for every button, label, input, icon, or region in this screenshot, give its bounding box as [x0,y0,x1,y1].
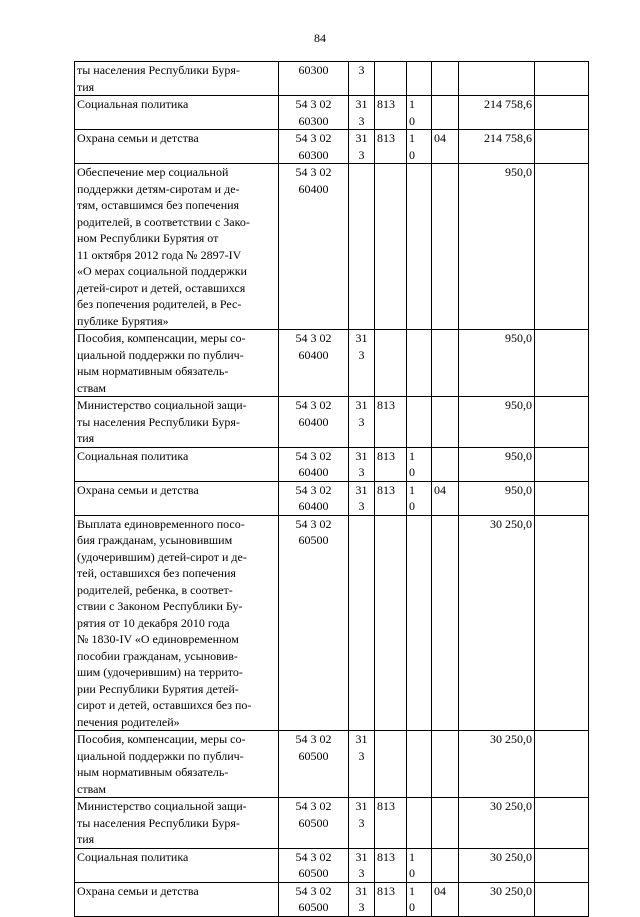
row-col-b-cell [375,515,407,731]
row-code-cell [279,798,349,849]
row-last-cell [535,515,589,731]
cell-line: 1 [409,482,415,497]
cell-line: бия гражданам, усыновившим [77,533,233,547]
cell-line: циальной поддержки по публич- [77,748,244,763]
cell-line: 0 [409,499,415,513]
cell-line: 0 [409,900,415,914]
cell-line: тия [77,431,95,445]
row-last-cell [535,330,589,397]
row-sum-cell [459,62,535,96]
cell-line: Пособия, компенсации, меры со- [77,732,246,746]
cell-line: ты населения Республики Буря- [77,414,240,429]
row-last-cell [535,447,589,481]
row-last-cell [535,798,589,849]
cell-line: поддержки детям-сиротам и де- [77,181,240,196]
cell-line: 3 [358,499,365,513]
cell-line: 54 3 02 [295,398,332,412]
cell-line: ным нормативным обязатель- [77,765,229,779]
row-sum-cell: 950,0 [459,164,535,330]
row-col-c-cell [407,96,432,130]
cell-line: 3 [358,815,365,830]
cell-line: 0 [409,465,415,479]
row-col-c-cell [407,731,432,798]
cell-line: шим (удочерившим) на террито- [77,665,243,679]
cell-line: публике Бурятия» [77,313,169,328]
cell-line: 31 [355,398,368,412]
row-col-b-cell: 813 [375,481,407,515]
cell-line: 54 3 02 [295,732,332,746]
table-row [75,397,589,448]
cell-line: 60500 [298,815,329,830]
cell-line: 60400 [298,499,329,513]
table-row [75,848,589,882]
cell-line: 3 [358,113,365,128]
row-col-d-cell [432,515,459,731]
cell-line: 3 [358,866,365,880]
cell-line: Социальная политика [77,849,189,864]
row-col-d-cell [432,164,459,330]
cell-line [409,164,429,181]
row-sum-cell: 950,0 [459,397,535,448]
row-col-a-cell [349,481,375,515]
cell-line: 60500 [298,748,329,763]
row-last-cell [535,130,589,164]
row-col-a-cell [349,882,375,916]
table-row [75,330,589,397]
row-col-b-cell: 813 [375,397,407,448]
table-row [75,731,589,798]
cell-line: ным нормативным обязатель- [77,364,229,378]
row-sum-cell: 950,0 [459,481,535,515]
row-name-cell [75,447,279,481]
cell-line: 31 [355,131,368,145]
cell-line: ствам [77,781,106,796]
row-name-cell [75,397,279,448]
table-row [75,882,589,916]
cell-line: Социальная политика [77,448,189,463]
cell-line: тей, оставшихся без попечения [77,566,236,580]
row-sum-cell: 30 250,0 [459,882,535,916]
cell-line: 54 3 02 [295,331,332,345]
cell-line: 60300 [298,63,329,77]
row-sum-cell: 30 250,0 [459,731,535,798]
cell-line: 0 [409,866,415,880]
row-last-cell [535,164,589,330]
cell-line: родителей, ребенка, в соответ- [77,582,233,597]
row-code-cell [279,62,349,96]
cell-line: Социальная политика [77,97,189,111]
row-col-b-cell [375,62,407,96]
cell-line: рии Республики Бурятия детей- [77,681,239,696]
cell-line: ты населения Республики Буря- [77,63,240,77]
cell-line: 1 [409,849,415,864]
cell-line: тям, оставшимся без попечения [77,198,240,212]
cell-line: детей-сирот и детей, оставшихся [77,280,246,295]
cell-line: тия [77,79,95,94]
row-code-cell [279,96,349,130]
row-col-d-cell [432,96,459,130]
row-name-cell [75,481,279,515]
row-col-c-cell [407,397,432,448]
table-row [75,164,589,330]
row-col-c-cell [407,447,432,481]
cell-line: ном Республики Бурятия от [77,231,219,245]
row-name-cell [75,848,279,882]
row-col-b-cell [375,164,407,330]
row-col-a-cell [349,515,375,731]
cell-line: 54 3 02 [295,799,332,813]
row-col-a-cell [349,731,375,798]
cell-line: 60400 [298,181,329,196]
cell-line: Охрана семьи и детства [77,131,199,145]
table-row [75,96,589,130]
row-name-cell [75,330,279,397]
cell-line: рятия от 10 декабря 2010 года [77,615,230,630]
table-row [75,481,589,515]
cell-line: 1 [409,131,415,145]
row-code-cell [279,130,349,164]
cell-line: 3 [358,748,365,763]
cell-line: 1 [409,883,415,898]
cell-line: 3 [358,465,365,479]
row-col-a-cell [349,130,375,164]
row-col-d-cell [432,397,459,448]
row-col-a-cell [349,848,375,882]
row-col-d-cell [432,330,459,397]
row-col-d-cell [432,731,459,798]
cell-line: 60500 [298,900,329,914]
row-sum-cell: 30 250,0 [459,515,535,731]
row-col-d-cell [432,848,459,882]
row-col-b-cell: 813 [375,96,407,130]
cell-line: Министерство социальной защи- [77,398,247,412]
row-col-b-cell: 813 [375,798,407,849]
cell-line: Выплата единовременного посо- [77,516,245,531]
cell-line: 54 3 02 [295,165,332,179]
cell-line: тия [77,832,95,846]
cell-line [409,798,429,815]
cell-line: 3 [358,347,365,362]
row-name-cell [75,798,279,849]
cell-line: 54 3 02 [295,849,332,864]
cell-line: ты населения Республики Буря- [77,815,240,830]
cell-line [409,731,429,748]
cell-line: Обеспечение мер социальной [77,165,229,179]
cell-line [351,516,372,533]
cell-line: без попечения родителей, в Рес- [77,297,242,311]
row-col-c-cell [407,164,432,330]
row-code-cell [279,397,349,448]
cell-line: 0 [409,113,415,128]
cell-line [409,62,429,79]
row-col-a-cell [349,447,375,481]
row-last-cell [535,62,589,96]
cell-line: ствам [77,380,106,395]
cell-line: 54 3 02 [295,516,332,531]
page-number: 84 [314,31,326,45]
row-col-d-cell [432,447,459,481]
cell-line: 31 [355,849,368,864]
row-name-cell [75,62,279,96]
row-col-a-cell [349,164,375,330]
row-col-b-cell [375,731,407,798]
cell-line: 60400 [298,465,329,479]
row-col-c-cell [407,848,432,882]
row-col-a-cell [349,330,375,397]
row-col-b-cell: 813 [375,130,407,164]
row-name-cell [75,731,279,798]
cell-line: 54 3 02 [295,97,332,111]
row-code-cell [279,164,349,330]
row-col-a-cell [349,397,375,448]
cell-line: 31 [355,482,368,497]
cell-line: № 1830-IV «О единовременном [77,632,239,646]
budget-table [74,61,589,917]
row-col-d-cell: 04 [432,882,459,916]
cell-line: 60400 [298,347,329,362]
cell-line [409,397,429,414]
row-sum-cell: 214 758,6 [459,96,535,130]
row-col-b-cell: 813 [375,447,407,481]
row-code-cell [279,731,349,798]
table-row [75,447,589,481]
row-col-c-cell [407,330,432,397]
row-col-d-cell [432,798,459,849]
cell-line [409,516,429,533]
cell-line: 31 [355,799,368,813]
cell-line: 3 [358,147,365,162]
cell-line: 3 [358,63,365,77]
row-col-d-cell: 04 [432,130,459,164]
cell-line: Министерство социальной защи- [77,799,247,813]
row-last-cell [535,848,589,882]
row-col-c-cell [407,798,432,849]
cell-line: 60500 [298,866,329,880]
cell-line: пособии гражданам, усыновив- [77,648,238,663]
row-name-cell [75,96,279,130]
cell-line: 54 3 02 [295,131,332,145]
cell-line: 31 [355,883,368,898]
cell-line: Охрана семьи и детства [77,883,199,898]
table-row [75,515,589,731]
cell-line: 54 3 02 [295,448,332,463]
cell-line: родителей, в соответствии с Зако- [77,214,250,229]
cell-line: 60500 [298,533,329,547]
cell-line: 31 [355,97,368,111]
cell-line: Пособия, компенсации, меры со- [77,331,246,345]
cell-line: 31 [355,448,368,463]
cell-line: Охрана семьи и детства [77,482,199,497]
cell-line: 31 [355,331,368,345]
cell-line: 0 [409,147,415,162]
row-sum-cell: 950,0 [459,330,535,397]
cell-line: ствии с Законом Республики Бу- [77,599,243,613]
cell-line: 54 3 02 [295,883,332,898]
row-name-cell [75,130,279,164]
cell-line: сирот и детей, оставшихся без по- [77,698,252,712]
cell-line: печения родителей» [77,714,180,729]
cell-line: циальной поддержки по публич- [77,347,244,362]
row-code-cell [279,848,349,882]
cell-line: 31 [355,732,368,746]
cell-line: 54 3 02 [295,482,332,497]
row-code-cell [279,330,349,397]
table-row [75,130,589,164]
row-code-cell [279,447,349,481]
row-col-c-cell [407,130,432,164]
cell-line: «О мерах социальной поддержки [77,264,247,278]
row-col-c-cell [407,515,432,731]
row-col-a-cell [349,798,375,849]
cell-line [351,164,372,181]
table-row [75,798,589,849]
row-col-b-cell: 813 [375,882,407,916]
cell-line: 3 [358,900,365,914]
cell-line: 1 [409,97,415,111]
row-sum-cell: 950,0 [459,447,535,481]
cell-line: 60300 [298,113,329,128]
table-row [75,62,589,96]
row-last-cell [535,96,589,130]
row-name-cell [75,882,279,916]
row-sum-cell: 214 758,6 [459,130,535,164]
row-col-a-cell [349,96,375,130]
cell-line: 11 октября 2012 года № 2897-IV [77,247,242,262]
row-last-cell [535,481,589,515]
row-last-cell [535,882,589,916]
row-code-cell [279,481,349,515]
cell-line: 60300 [298,147,329,162]
row-col-c-cell [407,481,432,515]
row-last-cell [535,731,589,798]
row-code-cell [279,515,349,731]
row-name-cell [75,515,279,731]
row-sum-cell: 30 250,0 [459,848,535,882]
cell-line [409,330,429,347]
row-col-a-cell [349,62,375,96]
cell-line: 60400 [298,414,329,429]
row-sum-cell: 30 250,0 [459,798,535,849]
row-last-cell [535,397,589,448]
row-col-c-cell [407,882,432,916]
row-col-c-cell [407,62,432,96]
cell-line: 1 [409,448,415,463]
row-col-b-cell: 813 [375,848,407,882]
cell-line: (удочерившим) детей-сирот и де- [77,549,247,564]
row-col-b-cell [375,330,407,397]
row-col-d-cell [432,62,459,96]
row-name-cell [75,164,279,330]
row-col-d-cell: 04 [432,481,459,515]
cell-line: 3 [358,414,365,429]
row-code-cell [279,882,349,916]
